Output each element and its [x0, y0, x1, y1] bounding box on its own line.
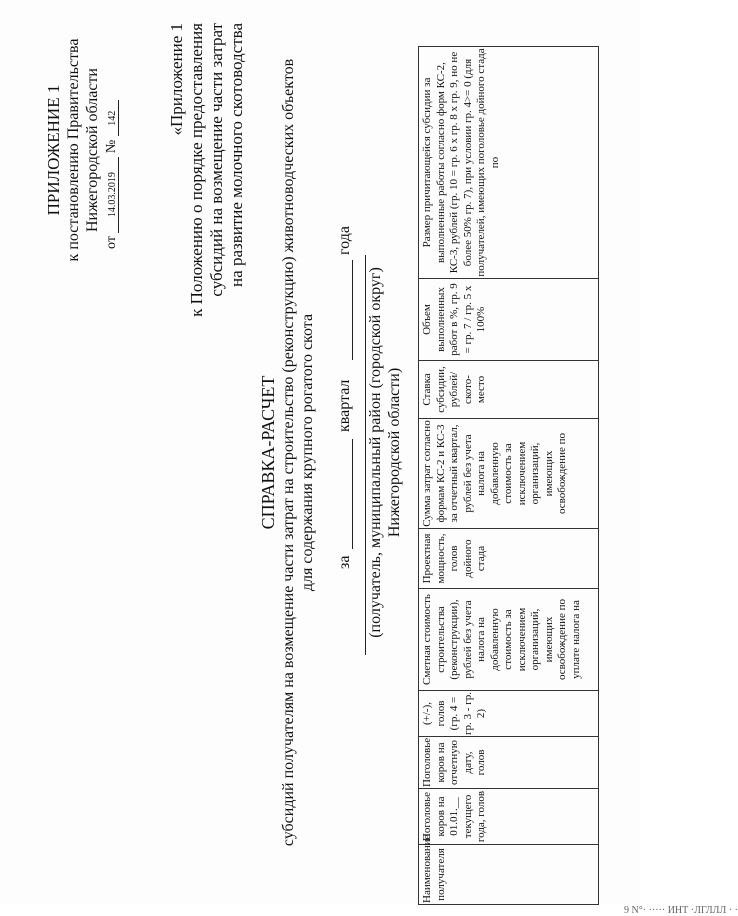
appendix-date-line [104, 100, 120, 249]
header-cell: Поголовье коров на отчетную дату, голов [419, 737, 599, 789]
appendix-number: 142 [107, 100, 119, 136]
regulation-line4: на развитие молочного скотоводства [227, 23, 246, 287]
header-cell: Поголовье коров на 01.01.__ текущего года, голов [419, 789, 599, 845]
header-cell: Размер причитающейся субсидии за выполненные работы согласно форм КС-2, КС-3, рублей (гр. 10 = гр. 6 х гр. 8 х гр. 9, но не более 50% гр. 7), при условии гр. 4>= 0 (для получателей, имеющих поголовье дойного стада по [419, 47, 599, 279]
appendix-line1: к постановлению Правительства [65, 38, 82, 262]
appendix-line2: Нижегородской области [84, 68, 101, 233]
appendix-date: 14.03.2019 [107, 157, 119, 233]
recipient-caption: (получатель, муниципальный район (городской округ) [367, 267, 384, 638]
document-subtitle1: субсидий получателям на возмещение части затрат на строительство (реконструкцию) животноводческих объектов [280, 58, 297, 847]
document-title: СПРАВКА-РАСЧЕТ [258, 375, 278, 530]
scan-mark: 9 N°· ····· ИНТ ·ЛГЛЛЛ · · [624, 905, 738, 916]
header-cell: Проектная мощность, голов дойного стада [419, 529, 599, 589]
recipient-region: Нижегородской области) [386, 367, 403, 538]
appendix-title: ПРИЛОЖЕНИЕ 1 [44, 84, 63, 216]
period-year: года [336, 226, 353, 255]
regulation-line1: «Приложение 1 [167, 23, 186, 136]
header-cell: Сметная стоимость строительства (реконструкции), рублей без учета налога на добавленную стоимость за исключением организаций, имеющих освобождение по уплате налога на [419, 589, 599, 691]
header-cell: Сумма затрат согласно формам КС-2 и КС-3 за отчетный квартал, рублей без учета налога на добавленную стоимость за исключением организаций, имеющих освобождение по [419, 419, 599, 529]
period-for: за [336, 555, 353, 569]
header-cell: Ставка субсидии, рублей/ското-место [419, 361, 599, 419]
period-quarter: квартал [336, 379, 353, 432]
table-header-row [419, 47, 599, 905]
recipient-blank [365, 255, 366, 655]
period-quarter-blank [352, 439, 353, 549]
header-cell: Наименование получателя [419, 845, 599, 905]
from-label: от [104, 236, 119, 249]
subsidy-table [418, 46, 599, 905]
regulation-line2: к Положению о порядке предоставления [187, 23, 206, 317]
regulation-line3: субсидий на возмещение части затрат [207, 23, 226, 297]
document-subtitle2: для содержания крупного рогатого скота [299, 313, 316, 592]
header-cell: (+/-), голов (гр. 4 = гр. 3 - гр. 2) [419, 691, 599, 737]
number-label: № [104, 139, 119, 154]
header-cell: Объем выполненных работ в %, гр. 9 = гр. 7 / гр. 5 х 100% [419, 279, 599, 361]
period-year-blank [352, 260, 353, 360]
